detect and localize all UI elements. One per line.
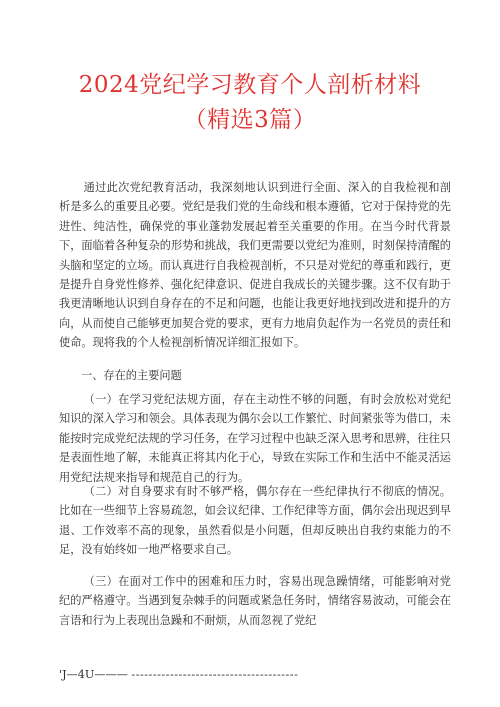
problem-item-2-text: （二）对自身要求有时不够严格，偶尔存在一些纪律执行不彻底的情况。比如在一些细节上容易疏忽，如会议纪律、工作纪律等方面，偶尔会出现迟到早退、工作效率不高的现象，虽然看似是小问题，但却反映出自我约束能力的不足，没有始终如一地严格要求自己。 (59, 485, 451, 557)
problem-item-1-text: （一）在学习党纪法规方面，存在主动性不够的问题，有时会放松对党纪知识的深入学习和领会。具体表现为偶尔会以工作繁忙、时间紧张等为借口，未能按时完成党纪法规的学习任务，在学习过程中也缺乏深入思考和思辨，往往只是表面性地了解，未能真正将其内化于心，导致在实际工作和生活中不能灵活运用党纪法规来指导和规范自己的行为。 (59, 393, 451, 484)
problem-item-2 (59, 482, 451, 560)
problem-item-3-text: （三）在面对工作中的困难和压力时，容易出现急躁情绪，可能影响对党纪的严格遵守。当遇到复杂棘手的问题或紧急任务时，情绪容易波动，可能会在言语和行为上表现出急躁和不耐烦，从而忽视了党纪 (59, 575, 451, 627)
intro-text: 通过此次党纪教育活动，我深刻地认识到进行全面、深入的自我检视和剖析是多么的重要且必要。党纪是我们党的生命线和根本遵循，它对于保持党的先进性、纯洁性，确保党的事业蓬勃发展起着至关重要的作用。在当今时代背景下，面临着各种复杂的形势和挑战，我们更需要以党纪为准则，时刻保持清醒的头脑和坚定的立场。而认真进行自我检视剖析，不只是对党纪的尊重和践行，更是提升自身党性修养、强化纪律意识、促进自我成长的关键步骤。这不仅有助于我更清晰地认识到自身存在的不足和问题，也能让我更好地找到改进和提升的方向，从而使自己能够更加契合党的要求，更有力地肩负起作为一名党员的责任和使命。现将我的个人检视剖析情况详细汇报如下。 (59, 181, 451, 350)
document-subtitle: （精选3篇） (183, 107, 317, 133)
document-title: 2024党纪学习教育个人剖析材料 (78, 72, 422, 98)
footer-code: 'J—4U——— (59, 668, 128, 681)
footer-dashes: --------------------------------------- (131, 668, 299, 681)
intro-paragraph (59, 178, 451, 353)
problem-item-1 (59, 390, 451, 487)
page-footer (59, 668, 459, 681)
section-heading: 一、存在的主要问题 (81, 369, 182, 382)
problem-item-3 (59, 572, 451, 630)
